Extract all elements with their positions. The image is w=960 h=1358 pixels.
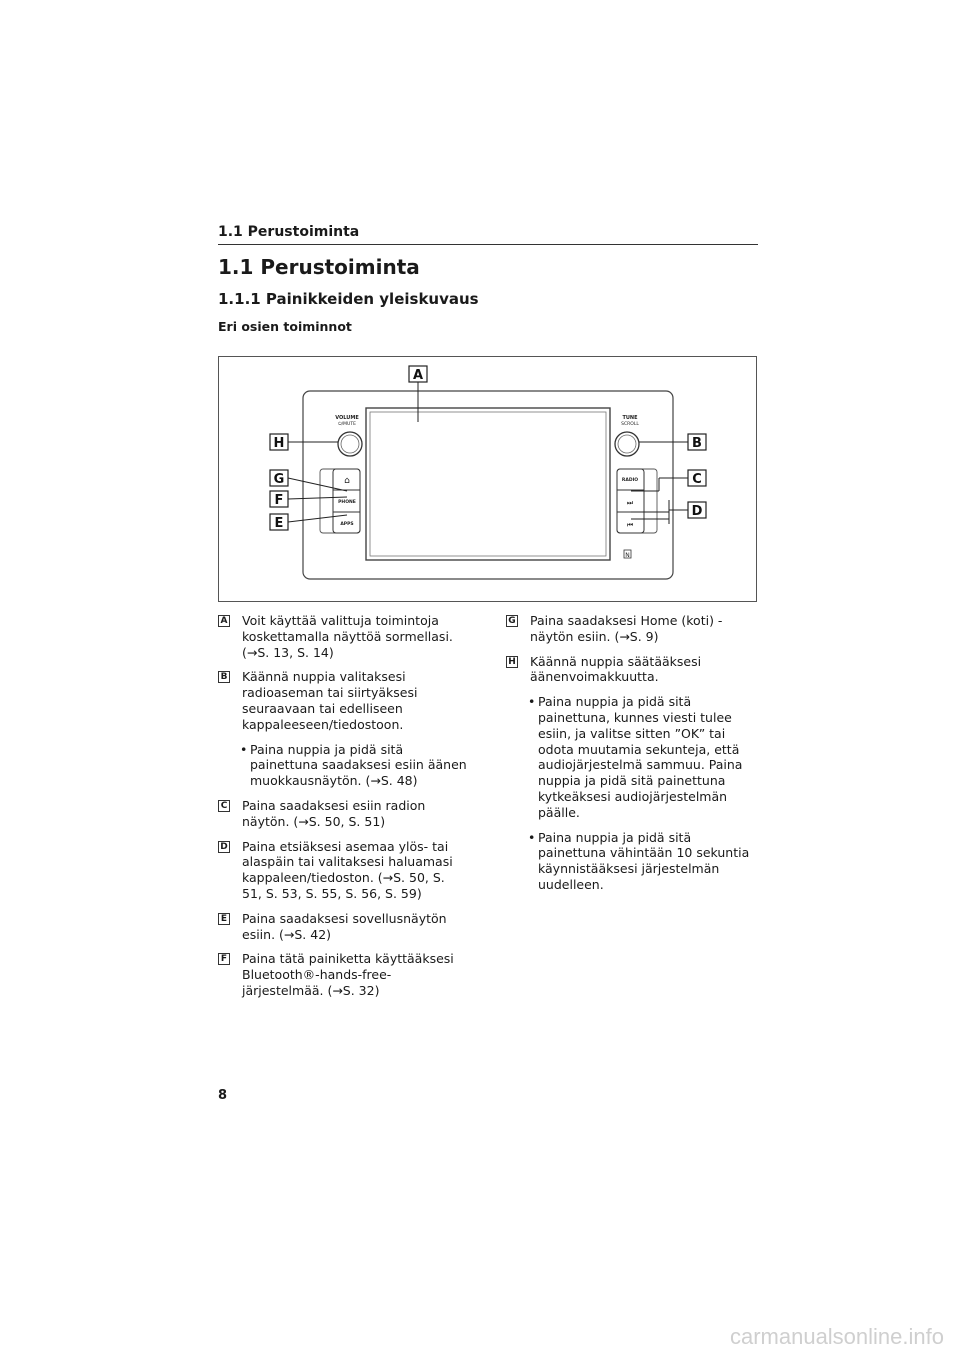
list-item-c	[218, 798, 468, 830]
list-item-f	[218, 951, 468, 998]
label-c: C	[218, 800, 230, 812]
list-item-h-bullet-1	[506, 694, 756, 820]
item-h-bullet-1-text: Paina nuppia ja pidä sitä painettuna, kunnes viesti tulee esiin, ja valitse sitten ”OK” tai odota muutamia sekunteja, että audiojärjestelmä sammuu. Paina nuppia ja pidä sitä painettuna kytkeäksesi audiojärjestelmän päälle.	[538, 694, 743, 820]
item-f-text: Paina tätä painiketta käyttääksesi Bluetooth®-hands-free-järjestelmää. (→S. 32)	[242, 951, 454, 998]
nfc-mark: N	[625, 552, 630, 559]
list-item-h-bullet-2	[506, 830, 756, 893]
page-number: 8	[218, 1088, 228, 1103]
tune-knob	[615, 432, 639, 456]
item-g-text: Paina saadaksesi Home (koti) -näytön esiin. (→S. 9)	[530, 613, 723, 644]
seek-down-button-label: ⏮	[626, 521, 634, 529]
phone-button-label: PHONE	[338, 500, 356, 505]
label-b: B	[218, 671, 230, 683]
callout-f: F	[274, 493, 284, 508]
label-a: A	[218, 615, 230, 627]
callout-b: B	[692, 436, 702, 451]
label-f: F	[218, 953, 230, 965]
radio-button-label: RADIO	[621, 478, 639, 483]
list-item-h	[506, 654, 756, 686]
label-e: E	[218, 913, 230, 925]
volume-label: VOLUME	[335, 415, 359, 421]
callout-a: A	[412, 368, 424, 383]
head-unit-figure	[218, 356, 757, 602]
list-item-a	[218, 613, 468, 660]
callout-d: D	[691, 504, 703, 519]
header-rule	[218, 244, 758, 245]
tune-label: TUNE	[622, 415, 638, 421]
item-h-bullet-2-text: Paina nuppia ja pidä sitä painettuna vähintään 10 sekuntia käynnistääksesi järjestelmän uudelleen.	[538, 829, 750, 892]
item-a-text: Voit käyttää valittuja toimintoja koskettamalla näyttöä sormellasi. (→S. 13, S. 14)	[242, 613, 453, 660]
touch-screen	[366, 408, 610, 560]
volume-sub-label: ⏻/MUTE	[338, 422, 356, 427]
label-g: G	[506, 615, 518, 627]
section-title: 1.1 Perustoiminta	[218, 255, 420, 279]
running-header: 1.1 Perustoiminta	[218, 224, 360, 240]
label-h: H	[506, 656, 518, 668]
home-button-label: ⌂	[344, 476, 350, 486]
list-item-g	[506, 613, 756, 645]
item-h-text: Käännä nuppia säätääksesi äänenvoimakkuutta.	[530, 653, 702, 685]
volume-knob	[338, 432, 362, 456]
item-b-bullet-text: Paina nuppia ja pidä sitä painettuna saadaksesi esiin äänen muokkausnäytön. (→S. 48)	[250, 741, 467, 789]
item-d-text: Paina etsiäksesi asemaa ylös- tai alaspäin tai valitaksesi haluamasi kappaleen/tiedoston. (→S. 50, S. 51, S. 53, S. 55, S. 56, S. 59)	[242, 838, 453, 901]
apps-button-label: APPS	[340, 522, 354, 527]
callout-c: C	[692, 472, 702, 487]
callout-g: G	[273, 472, 285, 487]
watermark: carmanualsonline.info	[729, 1324, 944, 1349]
item-e-text: Paina saadaksesi sovellusnäytön esiin. (→S. 42)	[242, 910, 447, 942]
list-item-e	[218, 911, 468, 943]
tune-sub-label: SCROLL	[621, 422, 639, 427]
seek-up-button-label: ⏭	[626, 499, 634, 507]
list-item-d	[218, 839, 468, 902]
subheading: Eri osien toiminnot	[218, 319, 352, 334]
label-d: D	[218, 841, 230, 853]
item-b-text: Käännä nuppia valitaksesi radioaseman tai siirtyäksesi seuraavaan tai edelliseen kappaleeseen/tiedostoon.	[242, 669, 418, 732]
callout-e: E	[274, 516, 284, 531]
callout-h: H	[273, 436, 285, 451]
subsection-title: 1.1.1 Painikkeiden yleiskuvaus	[218, 290, 479, 308]
list-item-b-bullet	[218, 742, 468, 789]
list-item-b	[218, 669, 468, 732]
right-column	[506, 613, 756, 902]
head-unit-drawing	[219, 357, 756, 601]
bullet-dot: •	[528, 694, 536, 710]
bullet-dot: •	[240, 741, 248, 757]
left-column	[218, 613, 468, 1008]
item-c-text: Paina saadaksesi esiin radion näytön. (→S. 50, S. 51)	[242, 797, 426, 829]
bullet-dot: •	[528, 829, 536, 845]
